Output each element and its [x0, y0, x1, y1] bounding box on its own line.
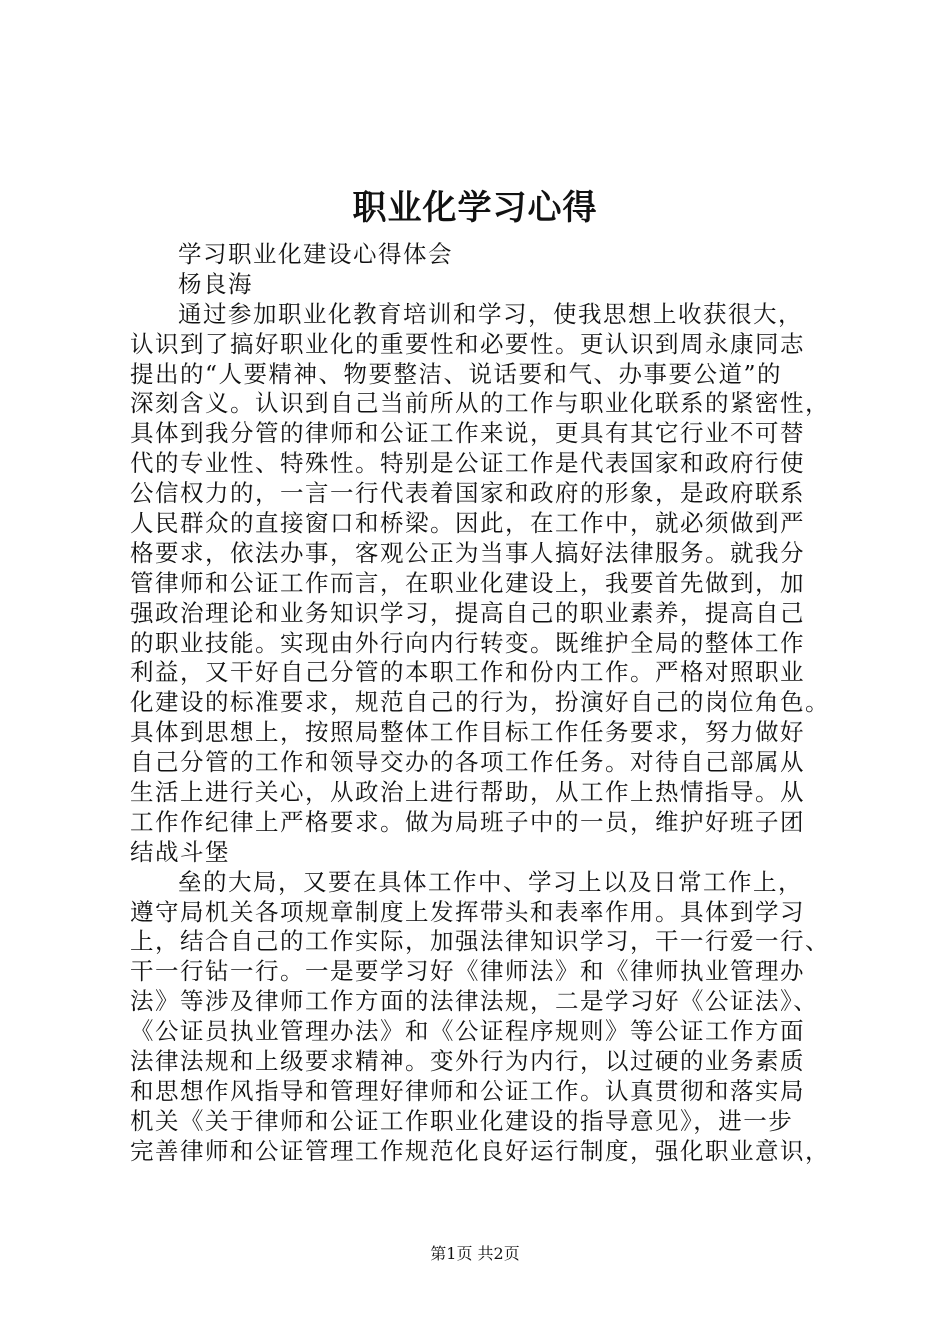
text-line: 具体到思想上，按照局整体工作目标工作任务要求，努力做好: [130, 718, 805, 747]
document-body: [130, 240, 860, 1167]
text-line: 化建设的标准要求，规范自己的行为，扮演好自己的岗位角色。: [130, 688, 830, 717]
text-line: 的职业技能。实现由外行向内行转变。既维护全局的整体工作: [130, 628, 805, 657]
page-footer: 第1页 共2页: [430, 1244, 520, 1263]
text-line: 深刻含义。认识到自己当前所从的工作与职业化联系的紧密性，: [130, 389, 830, 418]
text-line: 工作作纪律上严格要求。做为局班子中的一员，维护好班子团: [130, 807, 805, 836]
text-line: 结战斗堡: [130, 837, 230, 866]
text-line: 利益，又干好自己分管的本职工作和份内工作。严格对照职业: [130, 658, 805, 687]
subtitle-line: 学习职业化建设心得体会: [178, 240, 453, 268]
text-line: 公信权力的，一言一行代表着国家和政府的形象，是政府联系: [130, 479, 805, 508]
text-line: 强政治理论和业务知识学习，提高自己的职业素养，提高自己: [130, 598, 805, 627]
text-line: 人民群众的直接窗口和桥梁。因此，在工作中，就必须做到严: [130, 509, 805, 538]
text-line: 《公证员执业管理办法》和《公证程序规则》等公证工作方面: [130, 1017, 805, 1046]
text-line: 自己分管的工作和领导交办的各项工作任务。对待自己部属从: [130, 748, 805, 777]
text-line: 上，结合自己的工作实际，加强法律知识学习，干一行爱一行、: [130, 927, 830, 956]
text-line: 机关《关于律师和公证工作职业化建设的指导意见》，进一步: [130, 1106, 794, 1135]
text-line: 法》等涉及律师工作方面的法律法规，二是学习好《公证法》、: [130, 987, 819, 1016]
text-line: 生活上进行关心，从政治上进行帮助，从工作上热情指导。从: [130, 778, 805, 807]
text-line: 完善律师和公证管理工作规范化良好运行制度，强化职业意识，: [130, 1136, 830, 1165]
paragraph-1: [130, 300, 860, 868]
paragraph-2: [130, 868, 860, 1167]
text-line: 格要求，依法办事，客观公正为当事人搞好法律服务。就我分: [130, 538, 805, 567]
text-line: 具体到我分管的律师和公证工作来说，更具有其它行业不可替: [130, 419, 805, 448]
author-line: 杨良海: [178, 269, 253, 298]
text-line: 干一行钻一行。一是要学习好《律师法》和《律师执业管理办: [130, 957, 805, 986]
text-line: 提出的“人要精神、物要整洁、说话要和气、办事要公道”的: [130, 359, 783, 388]
text-line: 法律法规和上级要求精神。变外行为内行，以过硬的业务素质: [130, 1047, 805, 1076]
text-line: 垒的大局，又要在具体工作中、学习上以及日常工作上，: [178, 867, 803, 896]
text-line: 和思想作风指导和管理好律师和公证工作。认真贯彻和落实局: [130, 1076, 805, 1105]
text-line: 管律师和公证工作而言，在职业化建设上，我要首先做到，加: [130, 568, 805, 597]
text-line: 遵守局机关各项规章制度上发挥带头和表率作用。具体到学习: [130, 897, 805, 926]
text-line: 认识到了搞好职业化的重要性和必要性。更认识到周永康同志: [130, 329, 805, 358]
text-line: 代的专业性、特殊性。特别是公证工作是代表国家和政府行使: [130, 449, 805, 478]
document-title: 职业化学习心得: [352, 188, 598, 228]
text-line: 通过参加职业化教育培训和学习，使我思想上收获很大，: [178, 299, 803, 328]
